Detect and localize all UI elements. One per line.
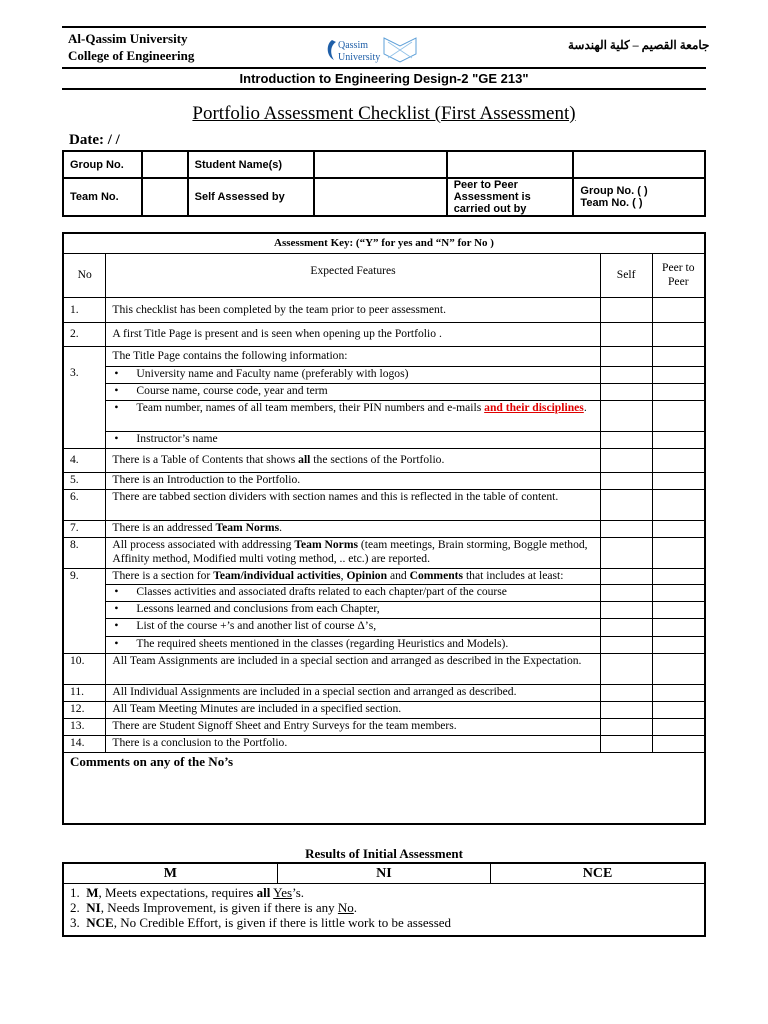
item-text-post: the sections of the Portfolio. <box>310 453 445 466</box>
course-title: Introduction to Engineering Design-2 "GE 213" <box>239 71 529 86</box>
legend-number: 1. <box>70 885 80 900</box>
item-text: All Team Assignments are included in a special section and arranged as described in the Expectation. <box>106 653 600 684</box>
item-text-bold: all <box>298 453 311 466</box>
assessment-key: Assessment Key: (“Y” for yes and “N” for No ) <box>63 233 705 253</box>
date-field: Date: / / <box>69 132 120 148</box>
sub-item <box>106 618 600 636</box>
student-names-label: Student Name(s) <box>188 151 315 178</box>
team-no-label: Team No. <box>63 178 142 216</box>
item-no-blank <box>63 601 106 618</box>
bullet-icon <box>106 384 136 397</box>
sub-item <box>106 601 600 618</box>
comments-label: Comments on any of the No’s <box>70 753 234 769</box>
legend-line-m <box>70 885 698 900</box>
result-col-nce: NCE <box>491 863 705 884</box>
legend-number: 3. <box>70 915 80 930</box>
legend-number: 2. <box>70 900 80 915</box>
self-check-cell[interactable] <box>600 489 652 520</box>
item-text-pre: There is a Table of Contents that shows <box>112 453 299 466</box>
legend-line-ni <box>70 900 698 915</box>
item-no: 11. <box>63 684 106 701</box>
group-no-value[interactable] <box>142 151 188 178</box>
sub-item-text: University name and Faculty name (preferably with logos) <box>136 366 409 380</box>
self-check-cell[interactable] <box>600 735 652 752</box>
item-text-post: (team meetings, Brain storming, Boggle method, Affinity method, Modified multi voting method, .. etc.) are reported. <box>112 537 588 565</box>
item-text: There are tabbed section dividers with section names and this is reflected in the table of content. <box>106 489 600 520</box>
self-assessed-value[interactable] <box>314 178 446 216</box>
legend-underline: No <box>337 900 354 915</box>
legend-text: ’s. <box>292 885 305 900</box>
item-text <box>106 520 600 537</box>
header-rule <box>62 67 706 69</box>
self-check-cell[interactable] <box>600 322 652 346</box>
col-header-no: No <box>63 253 106 297</box>
self-check-cell[interactable] <box>600 601 652 618</box>
group-no-label: Group No. <box>63 151 142 178</box>
peer-check-cell[interactable] <box>652 472 705 489</box>
logo-text-top: Qassim <box>338 40 368 51</box>
item-text <box>106 537 600 568</box>
bullet-icon <box>106 585 136 598</box>
peer-check-cell[interactable] <box>652 636 705 653</box>
peer-check-cell[interactable] <box>652 322 705 346</box>
peer-check-cell[interactable] <box>652 448 705 472</box>
self-check-cell[interactable] <box>600 584 652 601</box>
results-legend <box>63 884 705 937</box>
self-check-cell[interactable] <box>600 653 652 684</box>
self-check-cell <box>600 568 652 584</box>
item-text: A first Title Page is present and is seen when opening up the Portfolio . <box>106 322 600 346</box>
peer-check-cell[interactable] <box>652 584 705 601</box>
legend-code: NI <box>86 900 101 915</box>
self-assessed-label: Self Assessed by <box>188 178 315 216</box>
col-header-features: Expected Features <box>106 253 600 297</box>
item-no-blank <box>63 383 106 400</box>
legend-text: . <box>353 900 358 915</box>
legend-text: , Needs Improvement, is given if there is any <box>100 900 338 915</box>
self-check-cell[interactable] <box>600 618 652 636</box>
legend-text: , No Credible Effort, is given if there is little work to be assessed <box>113 915 452 930</box>
self-check-cell <box>600 346 652 366</box>
peer-check-cell <box>652 346 705 366</box>
self-check-cell[interactable] <box>600 366 652 383</box>
item-text-bold: Team Norms <box>215 520 280 534</box>
item-intro <box>106 568 600 584</box>
item-no: 1. <box>63 297 106 322</box>
item-no: 14. <box>63 735 106 752</box>
sub-item-text: The required sheets mentioned in the classes (regarding Heuristics and Models). <box>136 636 509 650</box>
peer-check-cell[interactable] <box>652 618 705 636</box>
item-text-post: . <box>279 520 282 534</box>
bullet-icon <box>106 602 136 615</box>
peer-check-cell <box>652 568 705 584</box>
item-intro: The Title Page contains the following information: <box>106 346 600 366</box>
col-header-self: Self <box>600 253 652 297</box>
item-text <box>106 448 600 472</box>
item-text-bold: Team/individual activities <box>213 568 341 582</box>
item-no-blank <box>63 636 106 653</box>
item-no: 13. <box>63 718 106 735</box>
self-check-cell[interactable] <box>600 448 652 472</box>
item-text: There are Student Signoff Sheet and Entry Surveys for the team members. <box>106 718 600 735</box>
peer-check-cell[interactable] <box>652 366 705 383</box>
self-check-cell[interactable] <box>600 636 652 653</box>
peer-group-no: Group No. ( ) <box>580 185 648 197</box>
item-no-blank <box>63 400 106 431</box>
item-no: 7. <box>63 520 106 537</box>
item-text-bold: Opinion <box>346 568 388 582</box>
legend-code: M <box>86 885 99 900</box>
sub-item <box>106 400 600 431</box>
sub-item <box>106 584 600 601</box>
top-rule <box>62 26 706 28</box>
item-text-mid: and <box>387 568 410 582</box>
peer-check-cell[interactable] <box>652 735 705 752</box>
item-no-blank <box>63 584 106 601</box>
item-text-post: that includes at least: <box>463 568 564 582</box>
peer-check-cell[interactable] <box>652 701 705 718</box>
sub-item-text: Team number, names of all team members, their PIN numbers and e-mails <box>136 400 485 414</box>
bullet-icon <box>106 637 136 650</box>
legend-text: , Meets expectations, requires <box>98 885 257 900</box>
item-no: 4. <box>63 448 106 472</box>
peer-check-cell[interactable] <box>652 537 705 568</box>
self-check-cell[interactable] <box>600 472 652 489</box>
result-col-ni: NI <box>277 863 490 884</box>
legend-line-nce <box>70 915 698 930</box>
university-name: Al-Qassim University <box>68 31 188 46</box>
self-check-cell[interactable] <box>600 400 652 431</box>
item-no: 6. <box>63 489 106 520</box>
self-check-cell[interactable] <box>600 383 652 400</box>
sub-item <box>106 636 600 653</box>
legend-code: NCE <box>86 915 114 930</box>
item-text-pre: There is a section for <box>112 568 214 582</box>
peer-check-cell[interactable] <box>652 601 705 618</box>
results-table <box>62 862 706 937</box>
course-rule <box>62 88 706 90</box>
item-text: There is a conclusion to the Portfolio. <box>106 735 600 752</box>
item-text: All Individual Assignments are included in a special section and arranged as described. <box>106 684 600 701</box>
sub-item <box>106 366 600 383</box>
item-no-blank <box>63 618 106 636</box>
spacer-cell <box>447 151 574 178</box>
self-check-cell[interactable] <box>600 537 652 568</box>
peer-assessment-label: Peer to Peer Assessment is carried out by <box>447 178 574 216</box>
item-text-bold: Team Norms <box>294 537 358 551</box>
bullet-icon <box>106 401 136 415</box>
peer-check-cell[interactable] <box>652 383 705 400</box>
self-check-cell[interactable] <box>600 684 652 701</box>
legend-bold: all <box>256 885 271 900</box>
college-name: College of Engineering <box>68 48 195 63</box>
peer-check-cell[interactable] <box>652 400 705 431</box>
self-check-cell[interactable] <box>600 297 652 322</box>
item-text: There is an Introduction to the Portfolio. <box>106 472 600 489</box>
sub-item-text: Instructor’s name <box>136 431 218 445</box>
highlighted-text: and their disciplines <box>484 400 584 414</box>
peer-check-cell[interactable] <box>652 489 705 520</box>
institution-block <box>68 30 194 64</box>
item-no: 10. <box>63 653 106 684</box>
bullet-icon <box>106 432 136 445</box>
peer-check-cell[interactable] <box>652 431 705 448</box>
item-no: 12. <box>63 701 106 718</box>
assessment-checklist <box>62 232 706 825</box>
sub-item-text: Lessons learned and conclusions from each Chapter, <box>136 601 380 615</box>
peer-check-cell[interactable] <box>652 684 705 701</box>
comments-area[interactable] <box>63 752 705 824</box>
item-no: 8. <box>63 537 106 568</box>
legend-underline: Yes <box>273 885 293 900</box>
sub-item-tail: . <box>583 400 587 414</box>
result-col-m: M <box>63 863 277 884</box>
peer-check-cell[interactable] <box>652 718 705 735</box>
item-text: All Team Meeting Minutes are included in a specified section. <box>106 701 600 718</box>
student-names-value[interactable] <box>314 151 446 178</box>
self-check-cell[interactable] <box>600 718 652 735</box>
bullet-icon <box>106 619 136 632</box>
item-text-mid: , <box>340 568 347 582</box>
item-no: 2. <box>63 322 106 346</box>
item-text: This checklist has been completed by the team prior to peer assessment. <box>106 297 600 322</box>
peer-check-cell[interactable] <box>652 520 705 537</box>
bullet-icon <box>106 367 136 380</box>
sub-item <box>106 431 600 448</box>
sub-item-text: Classes activities and associated drafts related to each chapter/part of the course <box>136 584 507 598</box>
team-no-value[interactable] <box>142 178 188 216</box>
peer-team-no: Team No. ( ) <box>580 197 643 209</box>
col-header-peer: Peer to Peer <box>652 253 705 297</box>
page-title: Portfolio Assessment Checklist (First Assessment) <box>192 103 576 124</box>
peer-group-team-cell[interactable] <box>573 178 705 216</box>
peer-check-cell[interactable] <box>652 297 705 322</box>
item-no: 3. <box>63 366 106 383</box>
university-logo <box>324 34 436 64</box>
item-text-pre: All process associated with addressing <box>112 537 295 551</box>
self-check-cell[interactable] <box>600 520 652 537</box>
sub-item-text: List of the course +’s and another list of course Δ’s, <box>136 618 377 632</box>
self-check-cell[interactable] <box>600 701 652 718</box>
logo-text-bottom: University <box>338 52 381 63</box>
item-no-blank <box>63 431 106 448</box>
item-no: 5. <box>63 472 106 489</box>
group-info-table <box>62 150 706 217</box>
spacer-cell <box>573 151 705 178</box>
sub-item <box>106 383 600 400</box>
results-title: Results of Initial Assessment <box>305 846 463 861</box>
sub-item-text: Course name, course code, year and term <box>136 383 328 397</box>
item-text-pre: There is an addressed <box>112 520 216 534</box>
arabic-header: جامعة القصيم – كلية الهندسة <box>568 38 710 52</box>
item-no: 9. <box>63 568 106 584</box>
self-check-cell[interactable] <box>600 431 652 448</box>
item-no-blank <box>63 346 106 366</box>
peer-check-cell[interactable] <box>652 653 705 684</box>
item-text-bold: Comments <box>409 568 464 582</box>
